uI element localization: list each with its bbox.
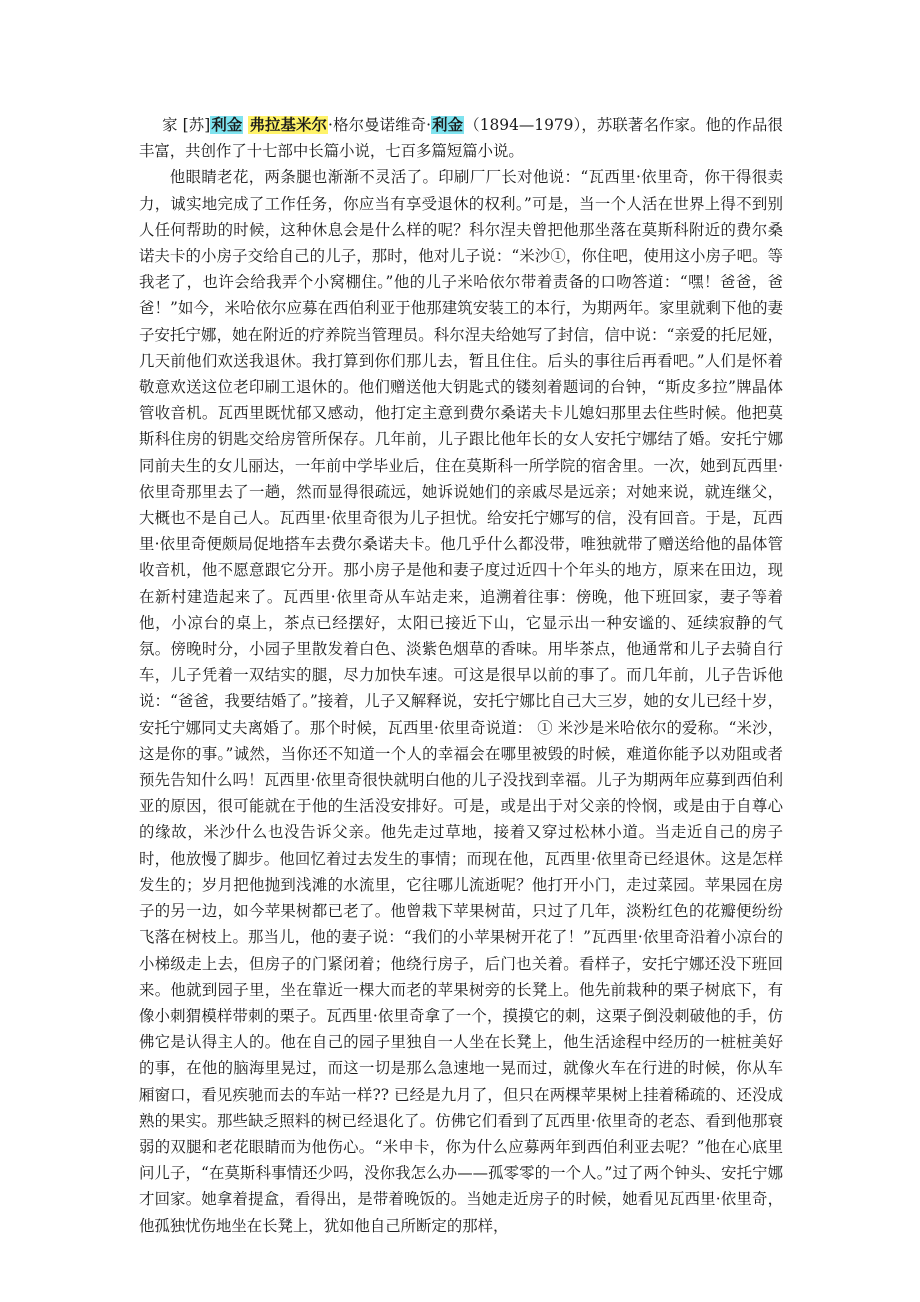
author-intro-paragraph bbox=[139, 112, 783, 164]
author-intro-text: （1894—1979），苏联著名作家。他的作品很丰富，共创作了十七部中长篇小说，七百多篇短篇小说。 bbox=[139, 116, 783, 161]
highlighted-author-surname-repeat: 利金 bbox=[432, 116, 464, 134]
highlighted-author-firstname: 弗拉基米尔 bbox=[249, 116, 328, 134]
document-page bbox=[139, 112, 783, 1239]
highlighted-author-surname: 利金 bbox=[211, 116, 243, 134]
intro-lead: 家 [苏] bbox=[162, 116, 211, 134]
story-body-paragraph: 他眼睛老花，两条腿也渐渐不灵活了。印刷厂厂长对他说：“瓦西里·依里奇，你干得很卖力，诚实地完成了工作任务，你应当有享受退休的权利。”可是，当一个人活在世界上得不到别人任何帮助的时候，这种休息会是什么样的呢？科尔涅夫曾把他那坐落在莫斯科附近的费尔桑诺夫卡的小房子交给自己的儿子，那时，他对儿子说：“米沙①，你住吧，使用这小房子吧。等我老了，也许会给我弄个小窝棚住。”他的儿子米哈依尔带着责备的口吻答道：“嘿！爸爸，爸爸！”如今，米哈依尔应募在西伯利亚于他那建筑安装工的本行，为期两年。家里就剩下他的妻子安托宁娜，她在附近的疗养院当管理员。科尔涅夫给她写了封信，信中说：“亲爱的托尼娅，几天前他们欢送我退休。我打算到你们那儿去，暂且住住。后头的事往后再看吧。”人们是怀着敬意欢送这位老印刷工退休的。他们赠送他大钥匙式的镂刻着题词的台钟，“斯皮多拉”牌晶体管收音机。瓦西里既忧郁又感动，他打定主意到费尔桑诺夫卡儿媳妇那里去住些时候。他把莫斯科住房的钥匙交给房管所保存。几年前，儿子跟比他年长的女人安托宁娜结了婚。安托宁娜同前夫生的女儿丽达，一年前中学毕业后，住在莫斯科一所学院的宿舍里。一次，她到瓦西里·依里奇那里去了一趟，然而显得很疏远，她诉说她们的亲戚尽是远亲；对她来说，就连继父，大概也不是自己人。瓦西里·依里奇很为儿子担忧。给安托宁娜写的信，没有回音。于是，瓦西里·依里奇便颇局促地搭车去费尔桑诺夫卡。他几乎什么都没带，唯独就带了赠送给他的晶体管收音机，他不愿意跟它分开。那小房子是他和妻子度过近四十个年头的地方，原来在田边，现在新村建造起来了。瓦西里·依里奇从车站走来，追溯着往事：傍晚，他下班回家，妻子等着他，小凉台的桌上，茶点已经摆好，太阳已接近下山，它显示出一种安谧的、延续寂静的气氛。傍晚时分，小园子里散发着白色、淡紫色烟草的香味。用毕茶点，他通常和儿子去骑自行车，儿子凭着一双结实的腿，尽力加快车速。可这是很早以前的事了。而几年前，儿子告诉他说：“爸爸，我要结婚了。”接着，儿子又解释说，安托宁娜比自己大三岁，她的女儿已经十岁，安托宁娜同丈夫离婚了。那个时候，瓦西里·依里奇说道： ① 米沙是米哈依尔的爱称。“米沙，这是你的事。”诚然，当你还不知道一个人的幸福会在哪里被毁的时候，难道你能予以劝阻或者预先告知什么吗！瓦西里·依里奇很快就明白他的儿子没找到幸福。儿子为期两年应募到西伯利亚的原因，很可能就在于他的生活没安排好。可是，或是出于对父亲的怜悯，或是由于自尊心的缘故，米沙什么也没告诉父亲。他先走过草地，接着又穿过松林小道。当走近自己的房子时，他放慢了脚步。他回忆着过去发生的事情；而现在他，瓦西里·依里奇已经退休。这是怎样发生的；岁月把他抛到浅滩的水流里，它往哪儿流逝呢？他打开小门，走过菜园。苹果园在房子的另一边，如今苹果树都已老了。他曾栽下苹果树苗，只过了几年，淡粉红色的花瓣便纷纷飞落在树枝上。那当儿，他的妻子说：“我们的小苹果树开花了！”瓦西里·依里奇沿着小凉台的小梯级走上去，但房子的门紧闭着；他绕行房子，后门也关着。看样子，安托宁娜还没下班回来。他就到园子里，坐在靠近一棵大而老的苹果树旁的长凳上。他先前栽种的栗子树底下，有像小刺猬模样带刺的栗子。瓦西里·依里奇拿了一个，摸摸它的刺，这栗子倒没刺破他的手，仿佛它是认得主人的。他在自己的园子里独自一人坐在长凳上，他生活途程中经历的一桩桩美好的事，在他的脑海里晃过，而这一切是那么急速地一晃而过，就像火车在行进的时候，你从车厢窗口，看见疾驰而去的车站一样?? 已经是九月了，但只在两棵苹果树上挂着稀疏的、还没成熟的果实。那些缺乏照料的树已经退化了。仿佛它们看到了瓦西里·依里奇的老态、看到他那衰弱的双腿和老花眼睛而为他伤心。“米申卡，你为什么应募两年到西伯利亚去呢？”他在心底里问儿子，“在莫斯科事情还少吗，没你我怎么办——孤零零的一个人。”过了两个钟头、安托宁娜才回家。她拿着提盒，看得出，是带着晚饭的。当她走近房子的时候，她看见瓦西里·依里奇，他孤独忧伤地坐在长凳上，犹如他自己所断定的那样， bbox=[139, 168, 783, 1235]
author-patronymic: ·格尔曼诺维奇· bbox=[328, 116, 432, 134]
